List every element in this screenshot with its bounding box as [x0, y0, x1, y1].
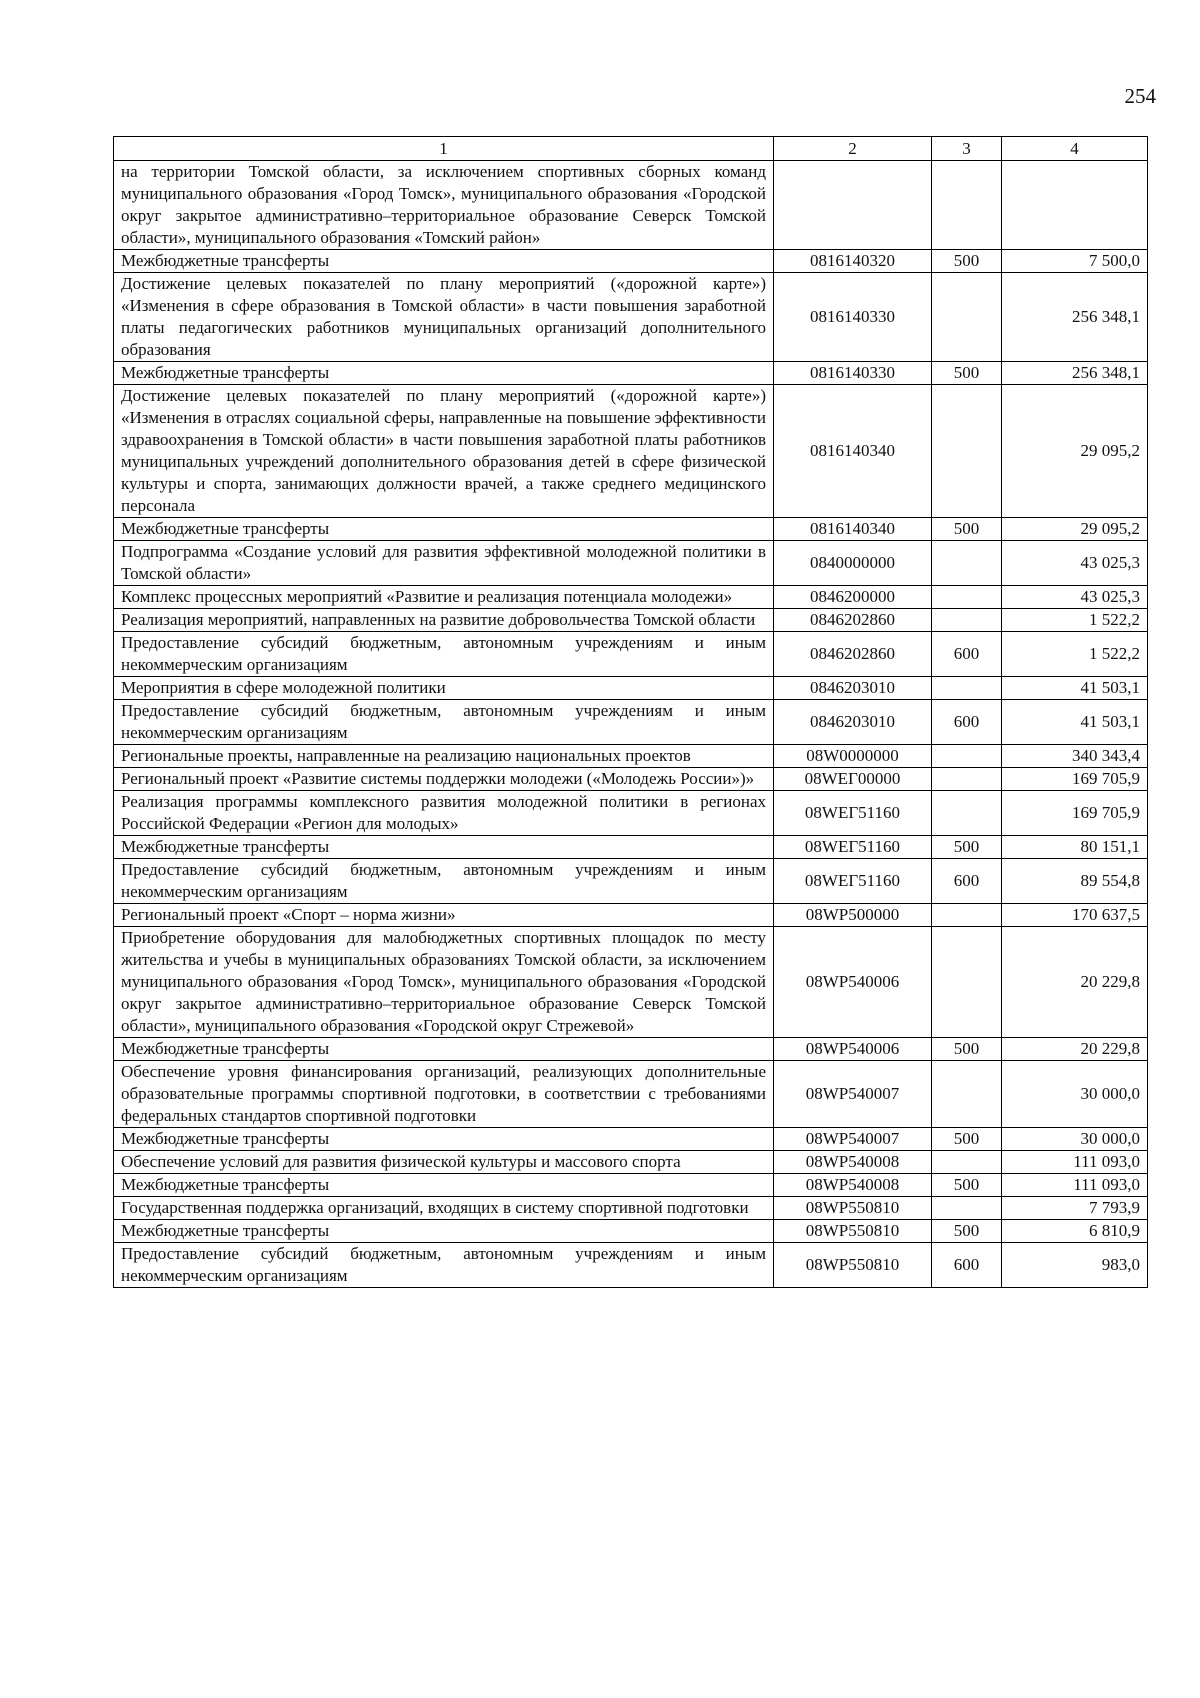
amount-cell: 7 500,0 [1002, 250, 1148, 273]
table-row [114, 1197, 1148, 1220]
column-header-4: 4 [1002, 137, 1148, 161]
code-cell: 08WP540006 [774, 1038, 932, 1061]
table-row [114, 385, 1148, 518]
page-number: 254 [1124, 84, 1156, 108]
amount-cell: 169 705,9 [1002, 768, 1148, 791]
amount-cell: 7 793,9 [1002, 1197, 1148, 1220]
description-cell: Межбюджетные трансферты [114, 1038, 774, 1061]
table-row [114, 1038, 1148, 1061]
type-cell: 600 [932, 1243, 1002, 1288]
description-cell: Региональный проект «Развитие системы поддержки молодежи («Молодежь России»)» [114, 768, 774, 791]
code-cell: 0846202860 [774, 632, 932, 677]
description-cell: Межбюджетные трансферты [114, 518, 774, 541]
description-cell: Обеспечение условий для развития физической культуры и массового спорта [114, 1151, 774, 1174]
code-cell: 08WP540007 [774, 1061, 932, 1128]
amount-cell: 1 522,2 [1002, 632, 1148, 677]
type-cell: 600 [932, 859, 1002, 904]
code-cell: 08WP540006 [774, 927, 932, 1038]
type-cell [932, 161, 1002, 250]
amount-cell: 89 554,8 [1002, 859, 1148, 904]
description-cell: Региональные проекты, направленные на реализацию национальных проектов [114, 745, 774, 768]
amount-cell: 983,0 [1002, 1243, 1148, 1288]
description-cell: Предоставление субсидий бюджетным, автономным учреждениям и иным некоммерческим организациям [114, 1243, 774, 1288]
table-row [114, 1243, 1148, 1288]
description-cell: на территории Томской области, за исключением спортивных сборных команд муниципального образования «Город Томск», муниципального образования «Городской округ закрытое административно–территориальное образование Северск Томской области», муниципального образования «Томский район» [114, 161, 774, 250]
code-cell: 0846202860 [774, 609, 932, 632]
description-cell: Предоставление субсидий бюджетным, автономным учреждениям и иным некоммерческим организациям [114, 632, 774, 677]
type-cell [932, 609, 1002, 632]
amount-cell: 340 343,4 [1002, 745, 1148, 768]
table-row [114, 768, 1148, 791]
type-cell [932, 904, 1002, 927]
code-cell [774, 161, 932, 250]
type-cell: 500 [932, 1220, 1002, 1243]
table-row [114, 859, 1148, 904]
table-header-row [114, 137, 1148, 161]
code-cell: 0846203010 [774, 677, 932, 700]
type-cell: 600 [932, 700, 1002, 745]
code-cell: 0816140330 [774, 273, 932, 362]
code-cell: 08WP540007 [774, 1128, 932, 1151]
description-cell: Предоставление субсидий бюджетным, автономным учреждениям и иным некоммерческим организациям [114, 859, 774, 904]
table-row [114, 161, 1148, 250]
code-cell: 08WP550810 [774, 1243, 932, 1288]
code-cell: 0846200000 [774, 586, 932, 609]
amount-cell: 43 025,3 [1002, 541, 1148, 586]
code-cell: 08WEГ51160 [774, 859, 932, 904]
description-cell: Межбюджетные трансферты [114, 1220, 774, 1243]
amount-cell: 41 503,1 [1002, 700, 1148, 745]
code-cell: 08WEГ51160 [774, 791, 932, 836]
code-cell: 0816140330 [774, 362, 932, 385]
table-row [114, 927, 1148, 1038]
description-cell: Межбюджетные трансферты [114, 1128, 774, 1151]
description-cell: Мероприятия в сфере молодежной политики [114, 677, 774, 700]
table-row [114, 273, 1148, 362]
table-row [114, 700, 1148, 745]
code-cell: 08WP540008 [774, 1174, 932, 1197]
description-cell: Комплекс процессных мероприятий «Развитие и реализация потенциала молодежи» [114, 586, 774, 609]
amount-cell: 169 705,9 [1002, 791, 1148, 836]
type-cell: 500 [932, 250, 1002, 273]
code-cell: 0816140340 [774, 518, 932, 541]
table-row [114, 677, 1148, 700]
code-cell: 0816140320 [774, 250, 932, 273]
description-cell: Подпрограмма «Создание условий для развития эффективной молодежной политики в Томской области» [114, 541, 774, 586]
description-cell: Приобретение оборудования для малобюджетных спортивных площадок по месту жительства и учебы в муниципальных образованиях Томской области, за исключением муниципального образования «Город Томск», муниципального образования «Городской округ закрытое административно–территориальное образование Северск Томской области», муниципального образования «Городской округ Стрежевой» [114, 927, 774, 1038]
code-cell: 08WEГ00000 [774, 768, 932, 791]
type-cell [932, 1197, 1002, 1220]
type-cell [932, 791, 1002, 836]
code-cell: 08W0000000 [774, 745, 932, 768]
amount-cell: 41 503,1 [1002, 677, 1148, 700]
code-cell: 0846203010 [774, 700, 932, 745]
description-cell: Достижение целевых показателей по плану мероприятий («дорожной карте») «Изменения в отраслях социальной сферы, направленные на повышение эффективности здравоохранения в Томской области» в части повышения заработной платы работников муниципальных учреждений дополнительного образования детей в сфере физической культуры и спорта, занимающих должности врачей, а также среднего медицинского персонала [114, 385, 774, 518]
amount-cell: 6 810,9 [1002, 1220, 1148, 1243]
type-cell: 500 [932, 362, 1002, 385]
amount-cell: 29 095,2 [1002, 518, 1148, 541]
type-cell [932, 768, 1002, 791]
code-cell: 08WP540008 [774, 1151, 932, 1174]
description-cell: Межбюджетные трансферты [114, 250, 774, 273]
column-header-1: 1 [114, 137, 774, 161]
description-cell: Региональный проект «Спорт – норма жизни» [114, 904, 774, 927]
description-cell: Межбюджетные трансферты [114, 836, 774, 859]
type-cell [932, 541, 1002, 586]
type-cell [932, 677, 1002, 700]
amount-cell: 170 637,5 [1002, 904, 1148, 927]
code-cell: 08WP550810 [774, 1220, 932, 1243]
type-cell: 500 [932, 518, 1002, 541]
table-row [114, 541, 1148, 586]
table-row [114, 250, 1148, 273]
budget-table [113, 136, 1148, 1288]
amount-cell: 1 522,2 [1002, 609, 1148, 632]
type-cell [932, 1151, 1002, 1174]
table-row [114, 1061, 1148, 1128]
type-cell: 600 [932, 632, 1002, 677]
amount-cell: 111 093,0 [1002, 1174, 1148, 1197]
table-body [114, 161, 1148, 1288]
description-cell: Достижение целевых показателей по плану мероприятий («дорожной карте») «Изменения в сфере образования в Томской области» в части повышения заработной платы педагогических работников муниципальных организаций дополнительного образования [114, 273, 774, 362]
table-row [114, 745, 1148, 768]
table-row [114, 1174, 1148, 1197]
type-cell [932, 745, 1002, 768]
code-cell: 0840000000 [774, 541, 932, 586]
amount-cell: 111 093,0 [1002, 1151, 1148, 1174]
code-cell: 08WP550810 [774, 1197, 932, 1220]
amount-cell: 29 095,2 [1002, 385, 1148, 518]
table-row [114, 1220, 1148, 1243]
code-cell: 0816140340 [774, 385, 932, 518]
type-cell: 500 [932, 1128, 1002, 1151]
description-cell: Реализация мероприятий, направленных на развитие добровольчества Томской области [114, 609, 774, 632]
amount-cell: 30 000,0 [1002, 1061, 1148, 1128]
type-cell [932, 1061, 1002, 1128]
type-cell [932, 927, 1002, 1038]
amount-cell: 256 348,1 [1002, 362, 1148, 385]
table-row [114, 632, 1148, 677]
description-cell: Реализация программы комплексного развития молодежной политики в регионах Российской Федерации «Регион для молодых» [114, 791, 774, 836]
column-header-2: 2 [774, 137, 932, 161]
amount-cell [1002, 161, 1148, 250]
amount-cell: 43 025,3 [1002, 586, 1148, 609]
table-row [114, 904, 1148, 927]
table-row [114, 1128, 1148, 1151]
code-cell: 08WP500000 [774, 904, 932, 927]
table-row [114, 791, 1148, 836]
type-cell [932, 385, 1002, 518]
type-cell: 500 [932, 1174, 1002, 1197]
type-cell [932, 586, 1002, 609]
table-row [114, 609, 1148, 632]
table-row [114, 586, 1148, 609]
amount-cell: 20 229,8 [1002, 927, 1148, 1038]
column-header-3: 3 [932, 137, 1002, 161]
amount-cell: 80 151,1 [1002, 836, 1148, 859]
description-cell: Межбюджетные трансферты [114, 1174, 774, 1197]
code-cell: 08WEГ51160 [774, 836, 932, 859]
amount-cell: 20 229,8 [1002, 1038, 1148, 1061]
description-cell: Государственная поддержка организаций, входящих в систему спортивной подготовки [114, 1197, 774, 1220]
table-row [114, 362, 1148, 385]
table-row [114, 1151, 1148, 1174]
description-cell: Предоставление субсидий бюджетным, автономным учреждениям и иным некоммерческим организациям [114, 700, 774, 745]
description-cell: Обеспечение уровня финансирования организаций, реализующих дополнительные образовательные программы спортивной подготовки, в соответствии с требованиями федеральных стандартов спортивной подготовки [114, 1061, 774, 1128]
amount-cell: 30 000,0 [1002, 1128, 1148, 1151]
amount-cell: 256 348,1 [1002, 273, 1148, 362]
table-row [114, 836, 1148, 859]
type-cell: 500 [932, 1038, 1002, 1061]
type-cell [932, 273, 1002, 362]
table-row [114, 518, 1148, 541]
type-cell: 500 [932, 836, 1002, 859]
description-cell: Межбюджетные трансферты [114, 362, 774, 385]
